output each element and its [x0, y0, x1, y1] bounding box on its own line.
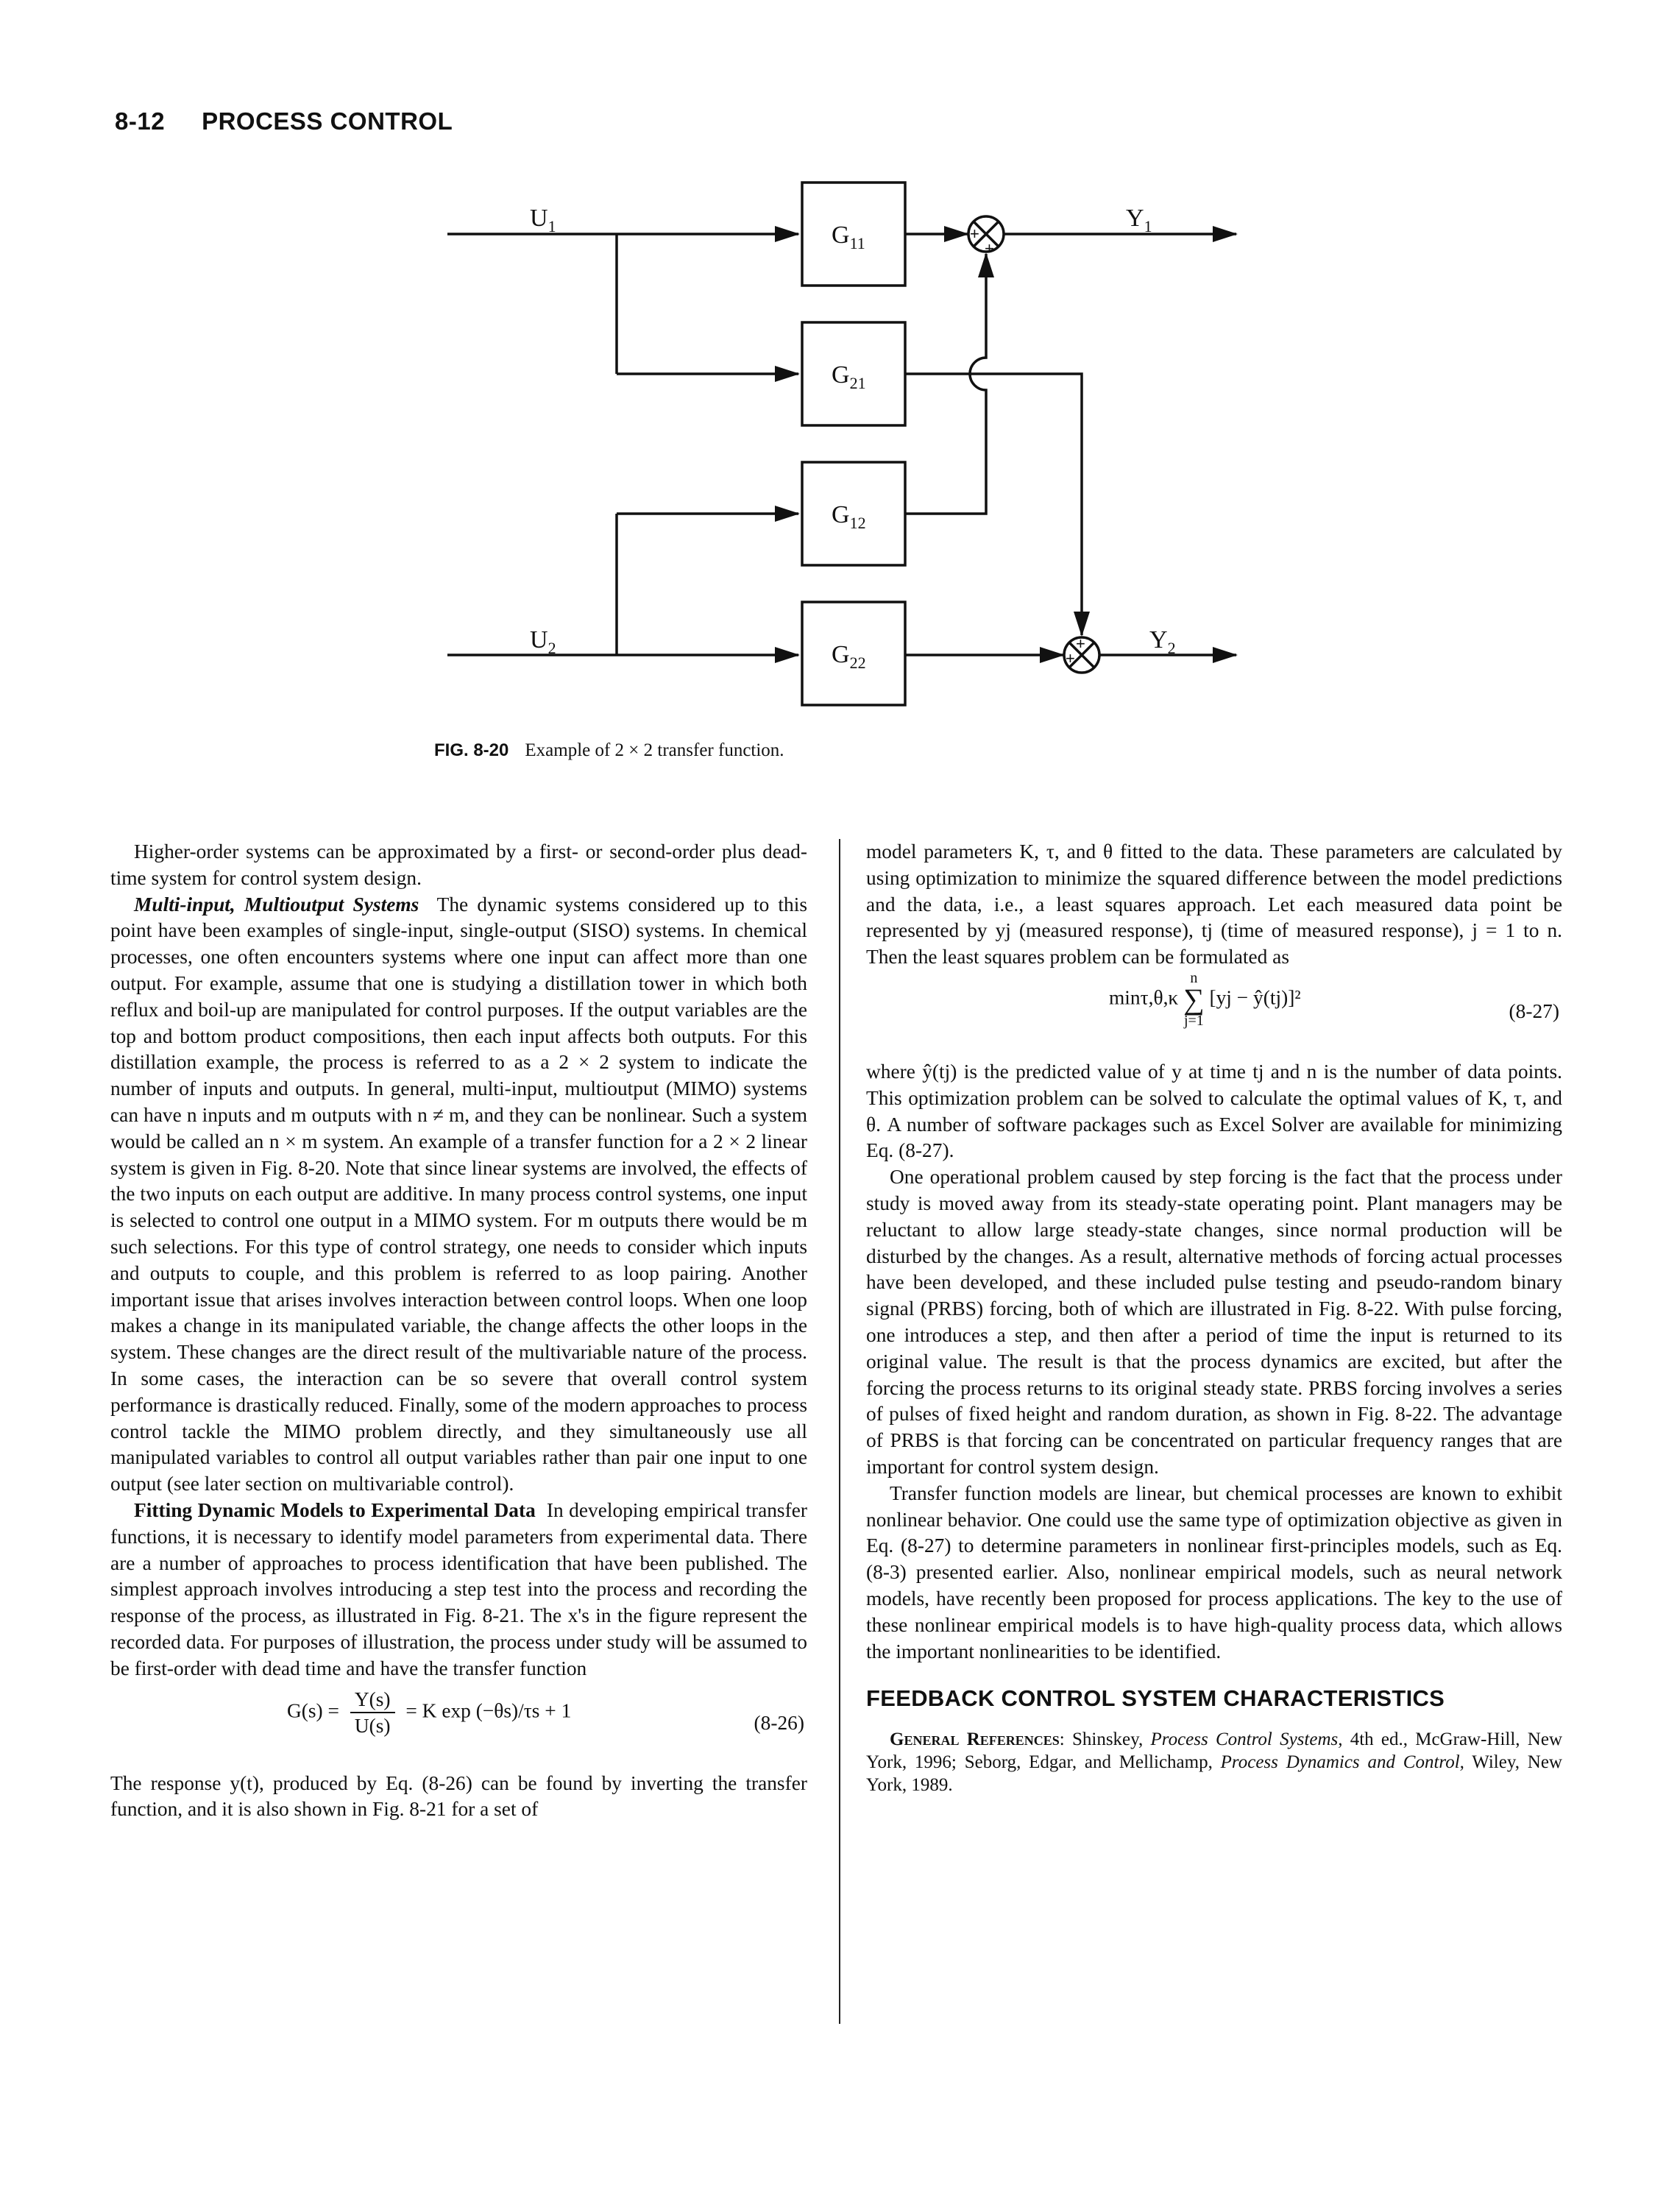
sum2-plus-left: +: [1066, 649, 1075, 668]
label-y2: $Y_2$: [1149, 626, 1176, 657]
page-number: 8-12: [115, 107, 166, 135]
paragraph: model parameters K, τ, and θ fitted to the data. These parameters are calculated by using optimization to minimize the squared difference between the model predictions and the data, i.e., a least squares approach. Let each measured data point be represented by yj (measured response), tj (time of measured response), j = 1 to n. Then the least squares problem can be formulated as: [866, 840, 1562, 969]
sum-lower: j=1: [1183, 1012, 1204, 1029]
section-heading: FEEDBACK CONTROL SYSTEM CHARACTERISTICS: [866, 1685, 1445, 1712]
eq-fraction: [350, 1687, 395, 1738]
left-column: [110, 839, 807, 1823]
equation-number: (8-27): [1509, 999, 1559, 1022]
paragraph: [110, 892, 807, 1498]
eq-rhs: = K exp (−θs)/τs + 1: [405, 1699, 572, 1721]
refs-title: Process Control Systems,: [1150, 1729, 1343, 1750]
run-in-heading: Fitting Dynamic Models to Experimental Data: [134, 1498, 536, 1521]
label-u2: $U_2$: [530, 626, 556, 657]
sum2-plus-top: +: [1076, 634, 1085, 653]
eq-body: [yj − ŷ(tj)]²: [1209, 986, 1301, 1009]
refs-text: Wiley, New York, 1989.: [866, 1752, 1562, 1796]
refs-text: 4th ed., McGraw-Hill, New York, 1996; Seborg, Edgar, and Mellichamp,: [866, 1729, 1562, 1773]
label-g12: $G_{12}$: [832, 501, 866, 532]
label-g22: $G_{22}$: [832, 641, 866, 672]
label-u1: $U_1$: [530, 205, 556, 236]
paragraph-text: In developing empirical transfer functions, it is necessary to identify model parameters from experimental data. There are a number of approaches to process identification that have been published. The simplest approach involves introducing a step test into the process and recording the response of the process, as illustrated in Fig. 8-21. The x's in the figure represent the recorded data. For purposes of illustration, the process under study will be assumed to be first-order with dead time and have the transfer function: [110, 1498, 807, 1679]
run-in-heading: Multi-input, Multioutput Systems: [134, 893, 419, 916]
section-title: PROCESS CONTROL: [202, 107, 453, 135]
eq-numerator: Y(s): [350, 1687, 395, 1713]
block-diagram: [0, 0, 1680, 810]
g12-to-sum1-line: [905, 254, 986, 514]
paragraph-text: The dynamic systems considered up to this point have been examples of single-input, single-output (SISO) systems. In chemical processes, one often encounters systems where one input can affect more than one output. For example, assume that one is studying a distillation tower in which both reflux and boil-up are manipulated for control purposes. If the output variables are the top and bottom product compositions, then each input affects both outputs. For this distillation example, the process is referred to as a 2 × 2 system to indicate the number of inputs and outputs. In general, multi-input, multioutput (MIMO) systems can have n inputs and m outputs with n ≠ m, and they can be nonlinear. Such a system would be called an n × m system. An example of a transfer function for a 2 × 2 linear system is given in Fig. 8-20. Note that since linear systems are involved, the effects of the two inputs on each output are additive. In many process control systems, one input is selected to control one output in a MIMO system. For m outputs there would be m such selections. For this type of control strategy, one needs to consider which inputs and outputs to couple, and this problem is referred to as loop pairing. Another important issue that arises involves interaction between control loops. When one loop makes a change in its manipulated variable, the change affects the other loops in the system. These changes are the direct result of the multivariable nature of the process. In some cases, the interaction can be so severe that overall control system performance is drastically reduced. Finally, some of the modern approaches to process control tackle the MIMO problem directly, and they simultaneously use all manipulated variables to control all output variables rather than pair one input to one output (see later section on multivariable control).: [110, 893, 807, 1495]
figure-label: FIG. 8-20: [434, 740, 509, 760]
paragraph: Transfer function models are linear, but chemical processes are known to exhibit nonlinear behavior. One could use the same type of optimization objective as given in Eq. (8-27) to determine parameters in nonlinear first-principles models, such as Eq. (8-3) presented earlier. Also, nonlinear empirical models, such as neural network models, have recently been proposed for process applications. The key to the use of these nonlinear empirical models is to have high-quality process data, which allows the important nonlinearities to be identified.: [866, 1481, 1562, 1662]
sum-upper: n: [1190, 969, 1198, 986]
refs-label: General References: [890, 1729, 1060, 1750]
equation-8-27: [866, 971, 1562, 1059]
paragraph: Higher-order systems can be approximated by a first- or second-order plus dead-time system for control system design.: [110, 840, 807, 889]
equation-8-26: [110, 1682, 807, 1771]
general-references: [866, 1728, 1562, 1796]
label-y1: $Y_1$: [1126, 205, 1152, 236]
sum1-plus-bottom: +: [985, 239, 994, 258]
equation-number: (8-26): [754, 1711, 804, 1734]
label-g21: $G_{21}$: [832, 361, 866, 392]
paragraph: The response y(t), produced by Eq. (8-26) can be found by inverting the transfer function, and it is also shown in Fig. 8-21 for a set of: [110, 1771, 807, 1821]
sum1-plus-left: +: [970, 224, 979, 243]
summation: n ∑ j=1: [1183, 969, 1205, 1029]
paragraph: [110, 1498, 807, 1682]
paragraph: where ŷ(tj) is the predicted value of y at time tj and n is the number of data points. This optimization problem can be solved to calculate the optimal values of K, τ, and θ. A number of software packages such as Excel Solver are available for minimizing Eq. (8-27).: [866, 1060, 1562, 1162]
refs-text: : Shinskey,: [1059, 1729, 1151, 1750]
right-column: [866, 839, 1562, 1796]
eq-lhs: G(s) =: [287, 1699, 339, 1721]
figure-caption-text: Example of 2 × 2 transfer function.: [525, 740, 784, 760]
refs-title: Process Dynamics and Control,: [1220, 1752, 1464, 1773]
paragraph: One operational problem caused by step forcing is the fact that the process under study is moved away from its steady-state operating point. Plant managers may be reluctant to allow large steady-state changes, since normal production will be disturbed by the changes. As a result, alternative methods of forcing actual processes have been developed, and these included pulse testing and pseudo-random binary signal (PRBS) forcing, both of which are illustrated in Fig. 8-22. With pulse forcing, one introduces a step, and then after a period of time the input is returned to its original value. The result is that the process dynamics are excited, but after the forcing the process returns to its original steady state. PRBS forcing involves a series of pulses of fixed height and random duration, as shown in Fig. 8-22. The advantage of PRBS is that forcing can be concentrated on particular frequency ranges that are important for control system design.: [866, 1166, 1562, 1478]
column-divider: [839, 839, 840, 2024]
eq-denominator: U(s): [354, 1714, 391, 1737]
label-g11: $G_{11}$: [832, 222, 865, 252]
figure-caption: [434, 740, 784, 761]
g21-to-sum2-line: [905, 374, 1082, 635]
eq-min: minτ,θ,κ: [1109, 986, 1179, 1009]
